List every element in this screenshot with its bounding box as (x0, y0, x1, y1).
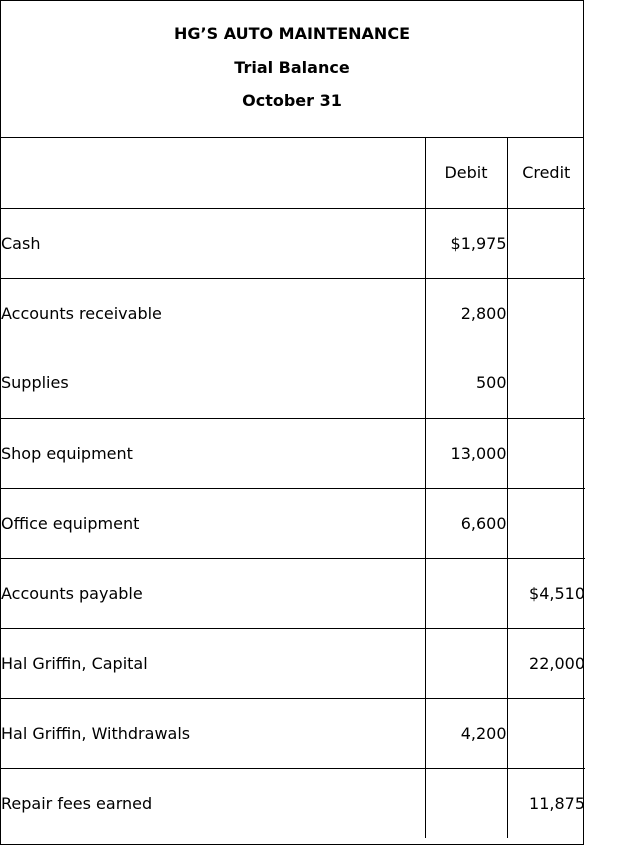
credit-amount: 11,875 (507, 768, 585, 838)
credit-amount: $4,510 (507, 558, 585, 628)
table-row (1, 768, 585, 838)
report-date: October 31 (242, 91, 342, 110)
table-row (1, 488, 585, 558)
debit-amount (425, 558, 507, 628)
trial-balance-table (1, 138, 585, 838)
account-name: Office equipment (1, 488, 425, 558)
debit-amount: $1,975 (425, 208, 507, 278)
account-name: Hal Griffin, Withdrawals (1, 698, 425, 768)
credit-header: Credit (507, 138, 585, 208)
company-name: HG’S AUTO MAINTENANCE (174, 24, 410, 43)
credit-amount (507, 278, 585, 348)
credit-amount (507, 208, 585, 278)
credit-amount (507, 488, 585, 558)
debit-amount (425, 768, 507, 838)
account-header-cell (1, 138, 425, 208)
credit-amount: 22,000 (507, 628, 585, 698)
credit-amount (507, 418, 585, 488)
report-title: Trial Balance (234, 58, 350, 77)
account-name: Hal Griffin, Capital (1, 628, 425, 698)
account-name: Supplies (1, 373, 69, 393)
account-name: Accounts receivable (1, 278, 425, 348)
debit-amount: 2,800 (425, 278, 507, 348)
table-row (1, 278, 585, 348)
table-row (1, 208, 585, 278)
report-header (1, 1, 583, 138)
debit-amount (425, 628, 507, 698)
debit-amount: 500 (425, 348, 507, 418)
account-name: Repair fees earned (1, 768, 425, 838)
account-name: Accounts payable (1, 558, 425, 628)
credit-amount (507, 698, 585, 768)
account-name: Cash (1, 208, 425, 278)
debit-amount: 6,600 (425, 488, 507, 558)
debit-amount: 4,200 (425, 698, 507, 768)
table-row (1, 558, 585, 628)
debit-amount: 13,000 (425, 418, 507, 488)
table-row (1, 628, 585, 698)
account-name: Shop equipment (1, 418, 425, 488)
table-row (1, 348, 585, 418)
credit-amount (507, 348, 585, 418)
column-header-row (1, 138, 585, 208)
table-row (1, 698, 585, 768)
debit-header: Debit (425, 138, 507, 208)
table-row (1, 418, 585, 488)
